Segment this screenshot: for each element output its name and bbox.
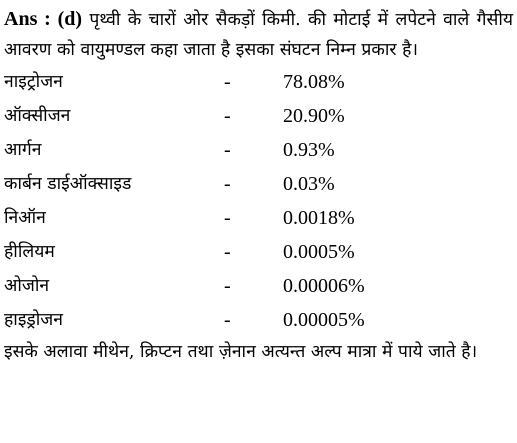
composition-row xyxy=(4,167,513,201)
row-separator: - xyxy=(224,275,231,297)
gas-name: हाइड्रोजन xyxy=(4,310,64,330)
gas-name: कार्बन डाईऑक्साइड xyxy=(4,174,132,194)
row-separator: - xyxy=(224,309,231,331)
answer-intro-paragraph xyxy=(4,4,513,65)
answer-outro-paragraph: इसके अलावा मीथेन, क्रिप्टन तथा ज़ेनान अत्यन्त अल्प मात्रा में पाये जाते है। xyxy=(4,342,478,362)
answer-label: Ans : (d) xyxy=(4,8,83,30)
composition-row xyxy=(4,235,513,269)
composition-row xyxy=(4,269,513,303)
row-separator: - xyxy=(224,139,231,161)
gas-percentage: 0.0005% xyxy=(283,241,355,263)
gas-percentage: 0.93% xyxy=(283,139,335,161)
gas-name: निऑन xyxy=(4,208,46,228)
gas-percentage: 20.90% xyxy=(283,105,345,127)
composition-row xyxy=(4,99,513,133)
composition-row xyxy=(4,65,513,99)
gas-name: ऑक्सीजन xyxy=(4,106,71,126)
gas-percentage: 0.00006% xyxy=(283,275,365,297)
row-separator: - xyxy=(224,207,231,229)
gas-name: हीलियम xyxy=(4,242,55,262)
row-separator: - xyxy=(224,71,231,93)
gas-percentage: 78.08% xyxy=(283,71,345,93)
row-separator: - xyxy=(224,105,231,127)
gas-name: नाइट्रोजन xyxy=(4,72,63,92)
gas-name: आर्गन xyxy=(4,140,42,160)
gas-percentage: 0.03% xyxy=(283,173,335,195)
row-separator: - xyxy=(224,241,231,263)
row-separator: - xyxy=(224,173,231,195)
composition-row xyxy=(4,133,513,167)
gas-name: ओजोन xyxy=(4,276,50,296)
answer-intro-text: पृथ्वी के चारों ओर सैकड़ों किमी. की मोटाई में लपेटने वाले गैसीय आवरण को वायुमण्डल कहा जाता है इसका संघटन निम्न प्रकार है। xyxy=(4,10,513,60)
gas-percentage: 0.00005% xyxy=(283,309,365,331)
composition-table xyxy=(4,65,513,337)
gas-percentage: 0.0018% xyxy=(283,207,355,229)
composition-row xyxy=(4,303,513,337)
composition-row xyxy=(4,201,513,235)
